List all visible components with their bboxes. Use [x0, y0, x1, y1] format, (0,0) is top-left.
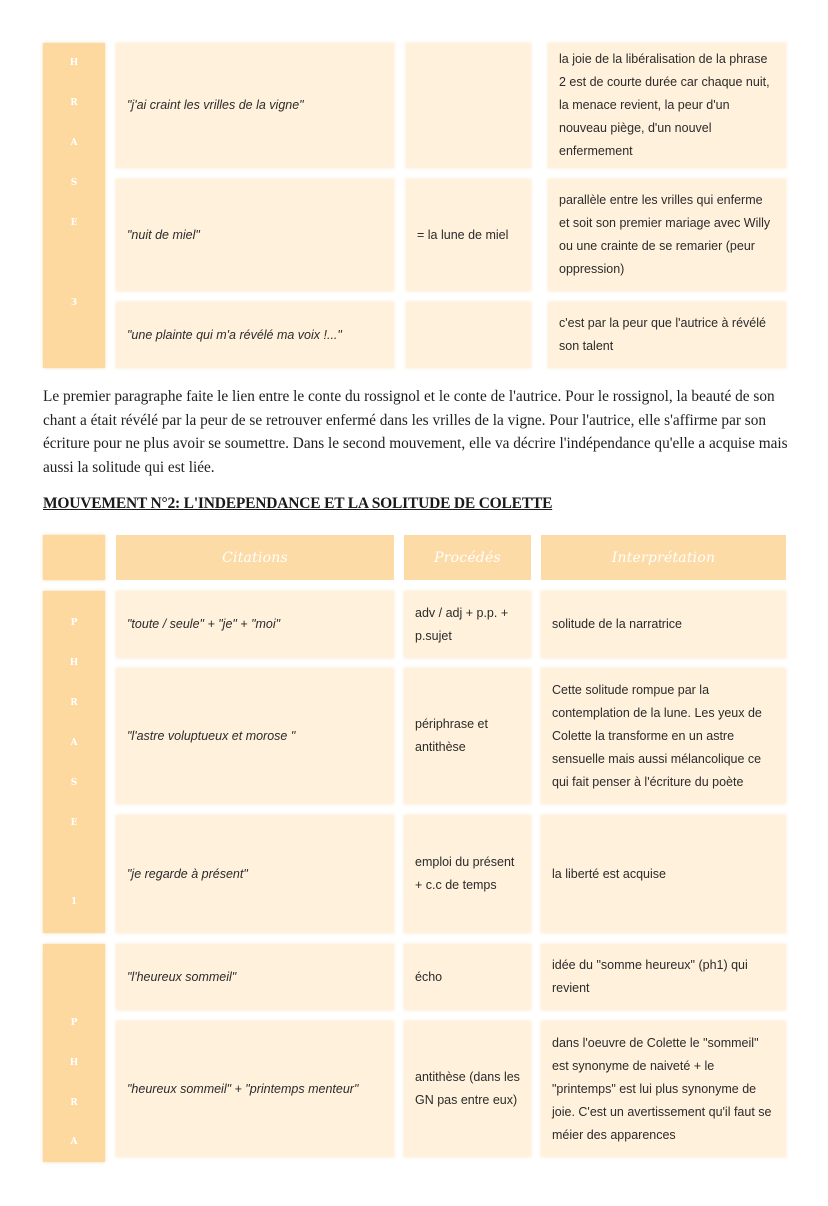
interpretation-cell: parallèle entre les vrilles qui enferme et soit son premier mariage avec Willy ou une crainte de se remarier (peur oppression) — [548, 179, 786, 291]
phrase-2-letter: H — [69, 1058, 79, 1068]
phrase-3-letter: 3 — [70, 298, 78, 308]
header-procedes: Procédés — [404, 535, 531, 580]
interpretation-cell: Cette solitude rompue par la contemplation de la lune. Les yeux de Colette la transforme en un astre sensuelle mais aussi mélancolique ce qui fait penser à l'écriture du poète — [541, 668, 786, 804]
phrase-1-letter: H — [69, 658, 79, 668]
phrase-3-letter: A — [70, 138, 78, 148]
citation-cell: "nuit de miel" — [116, 179, 394, 291]
citation-cell: "une plainte qui m'a révélé ma voix !..." — [116, 302, 394, 368]
phrase-2-side-band — [43, 944, 105, 1162]
phrase-1-letter: A — [70, 738, 78, 748]
phrase-1-letter: R — [70, 698, 78, 708]
phrase-3-side-band — [43, 43, 105, 368]
procede-cell: = la lune de miel — [406, 179, 531, 291]
interpretation-cell: dans l'oeuvre de Colette le "sommeil" est synonyme de naiveté + le "printemps" est lui plus synonyme de joie. C'est un avertissement qu'il faut se méier des apparences — [541, 1021, 786, 1157]
phrase-3-letter: S — [70, 178, 78, 188]
citation-cell: "l'heureux sommeil" — [116, 944, 394, 1010]
procede-cell: périphrase et antithèse — [404, 668, 531, 804]
citation-cell: "toute / seule" + "je" + "moi" — [116, 591, 394, 658]
citation-cell: "j'ai craint les vrilles de la vigne" — [116, 43, 394, 168]
procede-cell: emploi du présent + c.c de temps — [404, 815, 531, 933]
phrase-3-letter: R — [70, 98, 78, 108]
phrase-2-letter: P — [70, 1018, 78, 1028]
procede-cell: antithèse (dans les GN pas entre eux) — [404, 1021, 531, 1157]
section-heading: MOUVEMENT N°2: L'INDEPENDANCE ET LA SOLITUDE DE COLETTE — [43, 495, 553, 512]
phrase-1-side-band — [43, 591, 105, 933]
phrase-1-letter: S — [70, 778, 78, 788]
interpretation-cell: solitude de la narratrice — [541, 591, 786, 658]
interpretation-cell: la liberté est acquise — [541, 815, 786, 933]
phrase-2-letter: R — [70, 1098, 78, 1108]
interpretation-cell: c'est par la peur que l'autrice à révélé son talent — [548, 302, 786, 368]
phrase-1-letter: P — [70, 618, 78, 628]
procede-cell — [406, 43, 531, 168]
phrase-3-letter: H — [69, 58, 79, 68]
citation-cell: "heureux sommeil" + "printemps menteur" — [116, 1021, 394, 1157]
header-citations: Citations — [116, 535, 394, 580]
phrase-3-letter: E — [70, 218, 78, 228]
phrase-1-letter: E — [70, 818, 78, 828]
phrase-1-letter: 1 — [70, 897, 78, 907]
citation-cell: "je regarde à présent" — [116, 815, 394, 933]
phrase-2-letter: A — [70, 1137, 78, 1147]
interpretation-cell: la joie de la libéralisation de la phrase 2 est de courte durée car chaque nuit, la menace revient, la peur d'un nouveau piège, d'un nouvel enfermement — [548, 43, 786, 168]
citation-cell: "l'astre voluptueux et morose " — [116, 668, 394, 804]
procede-cell — [406, 302, 531, 368]
interpretation-cell: idée du "somme heureux" (ph1) qui revient — [541, 944, 786, 1010]
procede-cell: adv / adj + p.p. + p.sujet — [404, 591, 531, 658]
summary-paragraph: Le premier paragraphe faite le lien entre le conte du rossignol et le conte de l'autrice. Pour le rossignol, la beauté de son chant a était révélé par la peur de se retrouver enfermé dans les vrilles de la vigne. Pour l'autrice, elle s'affirme par son écriture pour ne plus avoir se soumettre. Dans le second mouvement, elle va décrire l'indépendance qu'elle a acquise mais aussi la solitude qui est liée. — [43, 388, 788, 476]
header-corner-cell — [43, 535, 105, 580]
header-interpretation: Interprétation — [541, 535, 786, 580]
procede-cell: écho — [404, 944, 531, 1010]
